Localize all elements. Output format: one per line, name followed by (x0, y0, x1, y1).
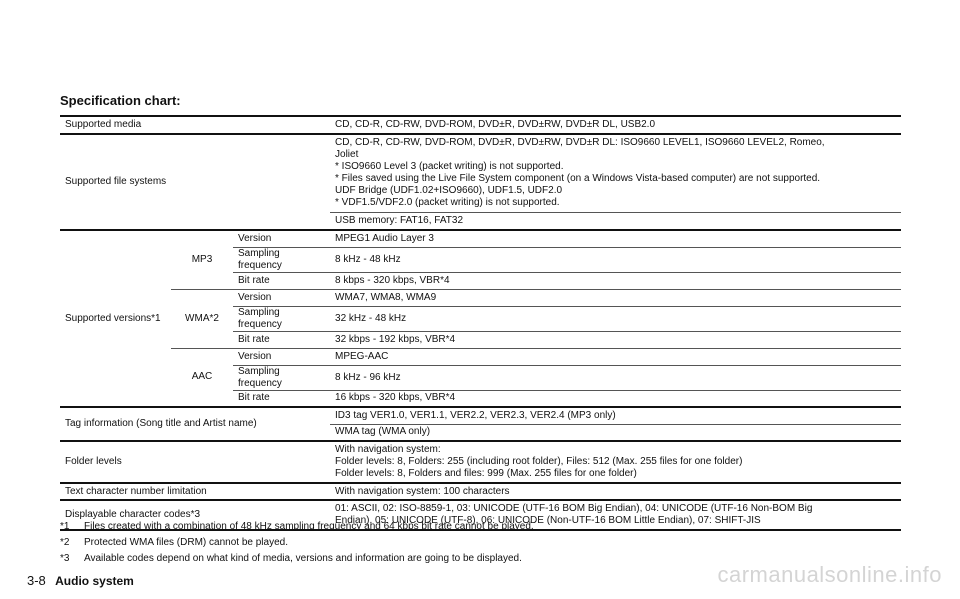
footnote (60, 535, 920, 551)
aac-version-label: Version (233, 348, 330, 365)
footnote-mark: *1 (60, 521, 70, 532)
footnote-text: Protected WMA files (DRM) cannot be played. (84, 537, 288, 548)
footnote (60, 519, 920, 535)
table-row (60, 441, 901, 483)
table-row (60, 348, 901, 365)
mp3-bitrate-value: 8 kbps - 320 kbps, VBR*4 (330, 272, 901, 289)
table-row (60, 134, 901, 212)
page-number: 3-8 (27, 573, 46, 588)
row-label-character-codes: Displayable character codes*3 (60, 500, 330, 530)
footnote-text: Files created with a combination of 48 kHz sampling frequency and 64 kbps bit rate cannot be played. (84, 521, 534, 532)
table-row (60, 289, 901, 306)
aac-version-value: MPEG-AAC (330, 348, 901, 365)
mp3-version-label: Version (233, 230, 330, 247)
row-value-character-codes: 01: ASCII, 02: ISO-8859-1, 03: UNICODE (UTF-16 BOM Big Endian), 04: UNICODE (UTF-16 Non-BOM Big Endian), 05: UNICODE (UTF-8), 06: UNICODE (Non-UTF-16 BOM Little Endian), 07: SHIFT-JIS (330, 500, 901, 530)
row-value-tag-wma: WMA tag (WMA only) (330, 424, 901, 441)
row-value-file-systems: CD, CD-R, CD-RW, DVD-ROM, DVD±R, DVD±RW, DVD±R DL: ISO9660 LEVEL1, ISO9660 LEVEL2, Romeo, Joliet * ISO9660 Level 3 (packet writing) is not supported. * Files saved using the Live File System component (on a Windows Vista-based computer) are not supported. UDF Bridge (UDF1.02+ISO9660), UDF1.5, UDF2.0 * VDF1.5/VDF2.0 (packet writing) is not supported. (330, 134, 901, 212)
spec-chart-title: Specification chart: (60, 93, 181, 108)
aac-sampling-value: 8 kHz - 96 kHz (330, 365, 901, 390)
row-label-supported-versions: Supported versions*1 (60, 230, 171, 407)
specification-table (60, 115, 901, 531)
row-value-supported-media: CD, CD-R, CD-RW, DVD-ROM, DVD±R, DVD±RW, DVD±R DL, USB2.0 (330, 116, 901, 134)
mp3-bitrate-label: Bit rate (233, 272, 330, 289)
format-wma: WMA*2 (171, 289, 233, 348)
footnotes (60, 519, 920, 567)
wma-sampling-label: Sampling frequency (233, 306, 330, 331)
row-label-folder-levels: Folder levels (60, 441, 330, 483)
row-value-text-limit: With navigation system: 100 characters (330, 483, 901, 500)
mp3-sampling-label: Sampling frequency (233, 247, 330, 272)
page-footer (27, 573, 134, 588)
row-label-text-limit: Text character number limitation (60, 483, 330, 500)
row-label-file-systems: Supported file systems (60, 134, 330, 230)
table-row (60, 230, 901, 247)
mp3-version-value: MPEG1 Audio Layer 3 (330, 230, 901, 247)
footnote-mark: *2 (60, 537, 70, 548)
row-value-tag-id3: ID3 tag VER1.0, VER1.1, VER2.2, VER2.3, VER2.4 (MP3 only) (330, 407, 901, 424)
format-aac: AAC (171, 348, 233, 407)
table-row (60, 116, 901, 134)
watermark: carmanualsonline.info (717, 562, 942, 587)
wma-bitrate-label: Bit rate (233, 331, 330, 348)
format-mp3: MP3 (171, 230, 233, 289)
footnote-mark: *3 (60, 553, 70, 564)
row-value-usb-memory: USB memory: FAT16, FAT32 (330, 212, 901, 230)
footnote-text: Available codes depend on what kind of media, versions and information are going to be displayed. (84, 553, 522, 564)
aac-bitrate-label: Bit rate (233, 390, 330, 407)
wma-version-value: WMA7, WMA8, WMA9 (330, 289, 901, 306)
mp3-sampling-value: 8 kHz - 48 kHz (330, 247, 901, 272)
table-row (60, 407, 901, 424)
row-label-supported-media: Supported media (60, 116, 330, 134)
table-row (60, 483, 901, 500)
wma-bitrate-value: 32 kbps - 192 kbps, VBR*4 (330, 331, 901, 348)
section-name: Audio system (55, 574, 134, 588)
row-label-tag-info: Tag information (Song title and Artist name) (60, 407, 330, 441)
wma-sampling-value: 32 kHz - 48 kHz (330, 306, 901, 331)
aac-bitrate-value: 16 kbps - 320 kbps, VBR*4 (330, 390, 901, 407)
row-value-folder-levels: With navigation system: Folder levels: 8, Folders: 255 (including root folder), Files: 512 (Max. 255 files for one folder) Folder levels: 8, Folders and files: 999 (Max. 255 files for one folder) (330, 441, 901, 483)
aac-sampling-label: Sampling frequency (233, 365, 330, 390)
wma-version-label: Version (233, 289, 330, 306)
